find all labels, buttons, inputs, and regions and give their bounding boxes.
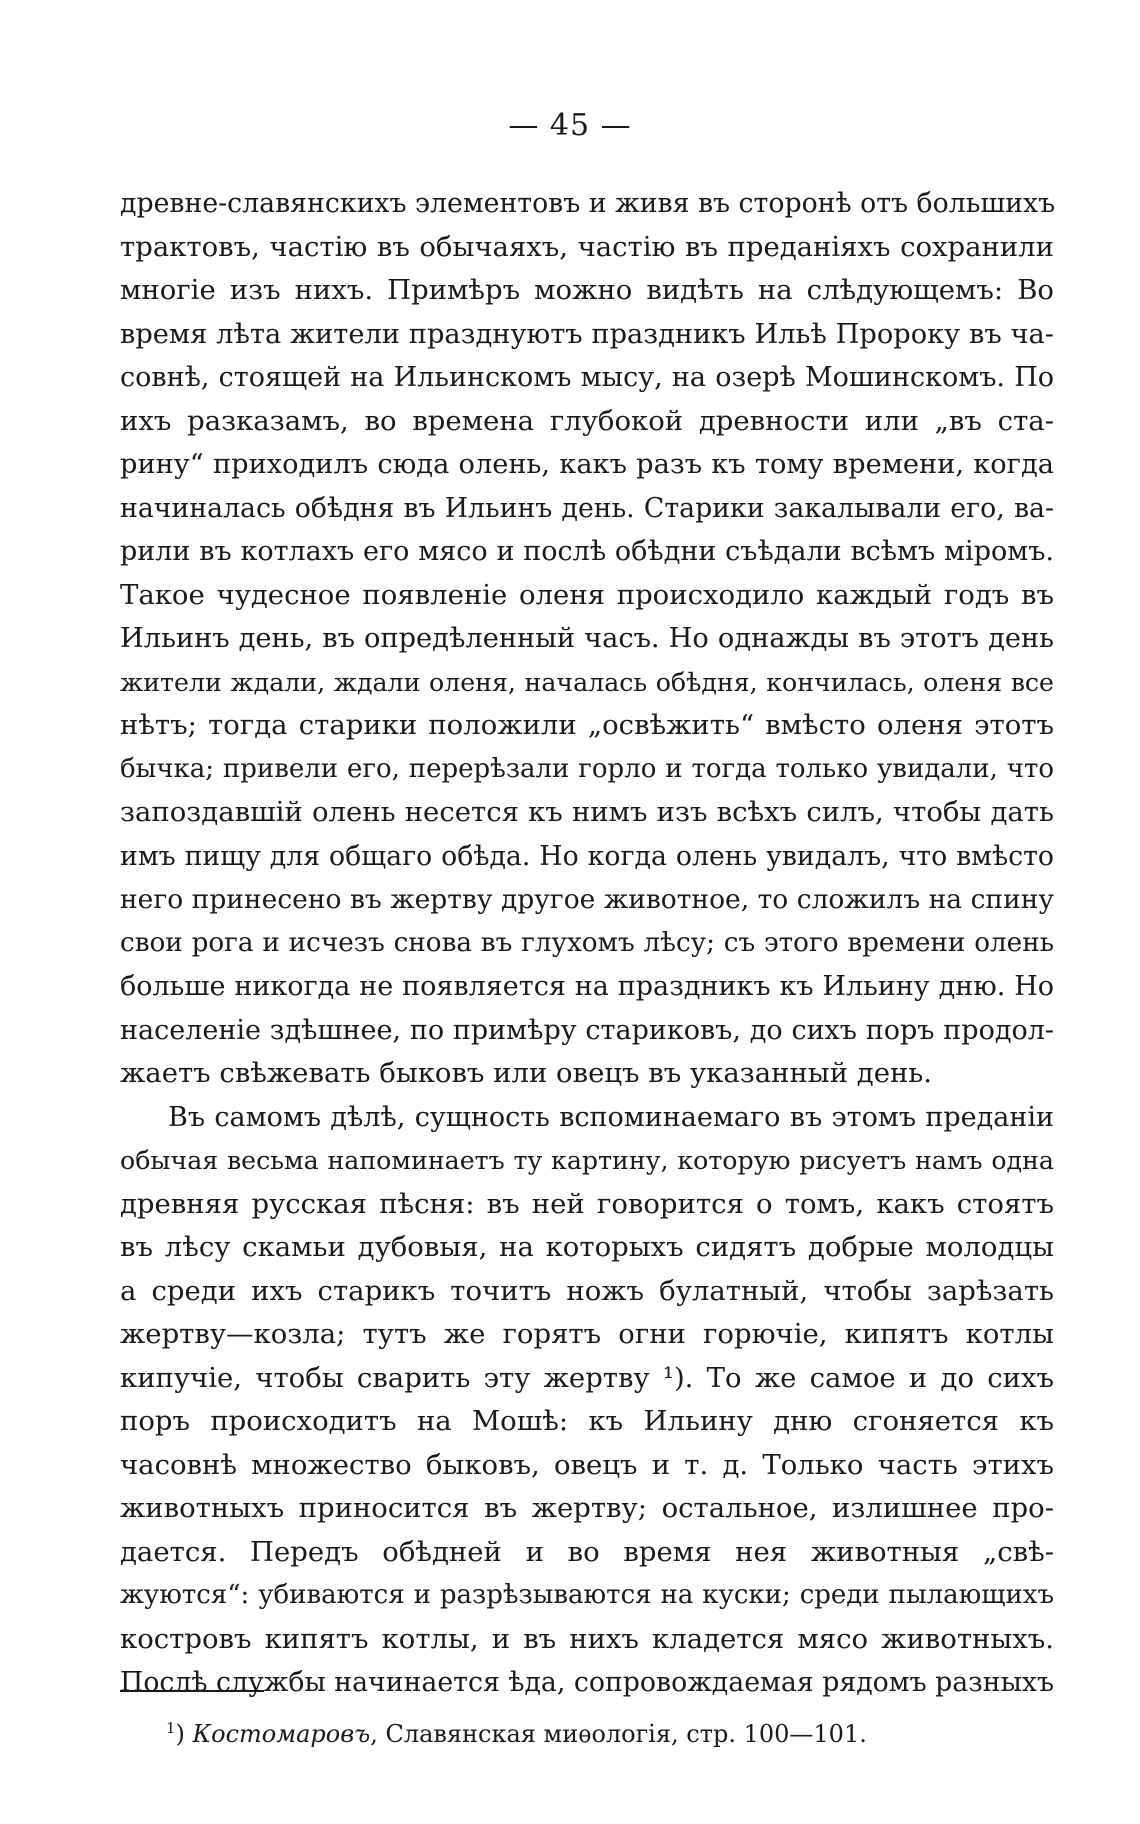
text-line: Такое чудесное появленіе оленя происходило каждый годъ въ bbox=[120, 578, 1054, 611]
text-line: нѣтъ; тогда старики положили „освѣжить“ вмѣсто оленя этотъ bbox=[120, 709, 1054, 741]
text-line: жуются“: убиваются и разрѣзываются на куски; среди пылающихъ bbox=[120, 1580, 1054, 1610]
text-line: него принесено въ жертву другое животное, то сложилъ на спину bbox=[120, 884, 1054, 915]
text-line: запоздавшій олень несется къ нимъ изъ всѣхъ силъ, чтобы дать bbox=[120, 796, 1054, 828]
text-line: совнѣ, стоящей на Ильинскомъ мысу, на озерѣ Мошинскомъ. По bbox=[120, 362, 1054, 393]
text-line: жители ждали, ждали оленя, началась обѣдня, кончилась, оленя все bbox=[120, 667, 1054, 697]
text-line: имъ пищу для общаго обѣда. Но когда олень увидалъ, что вмѣсто bbox=[120, 840, 1054, 872]
text-line: дается. Передъ обѣдней и во время нея животныя „свѣ- bbox=[120, 1535, 1054, 1568]
text-line: жертву—козла; тутъ же горятъ огни горючіе, кипятъ котлы bbox=[120, 1318, 1054, 1350]
text-line: кипучіе, чтобы сварить эту жертву ¹). То же самое и до сихъ bbox=[120, 1361, 1054, 1394]
text-line: обычая весьма напоминаетъ ту картину, которую рисуетъ намъ одна bbox=[120, 1146, 1054, 1175]
text-line: древняя русская пѣсня: въ ней говорится о томъ, какъ стоятъ bbox=[120, 1187, 1054, 1220]
text-line: Ильинъ день, въ опредѣленный часъ. Но однажды въ этотъ день bbox=[120, 623, 1054, 654]
text-line: больше никогда не появляется на праздникъ къ Ильину дню. Но bbox=[120, 971, 1054, 1002]
text-line: въ лѣсу скамьи дубовыя, на которыхъ сидятъ добрые молодцы bbox=[120, 1231, 1054, 1263]
text-line: костровъ кипятъ котлы, и въ нихъ кладется мясо животныхъ. bbox=[120, 1622, 1054, 1655]
footnote-marker: 1 bbox=[166, 1719, 176, 1737]
text-line: жаетъ свѣжевать быковъ или овецъ въ указанный день. bbox=[120, 1057, 933, 1089]
text-line: поръ происходитъ на Мошѣ: къ Ильину дню сгоняется къ bbox=[120, 1405, 1054, 1437]
paragraph bbox=[120, 182, 1054, 1096]
footnote-citation: , Славянская миѳологія, стр. 100—101. bbox=[370, 1720, 867, 1748]
footnote-divider bbox=[120, 1690, 264, 1692]
text-line: трактовъ, частію въ обычаяхъ, частію въ преданіяхъ сохранили bbox=[120, 230, 1054, 263]
footnote-author: Костомаровъ bbox=[192, 1720, 371, 1748]
text-line: многіе изъ нихъ. Примѣръ можно видѣть на слѣдующемъ: Во bbox=[120, 274, 1054, 306]
text-line: древне-славянскихъ элементовъ и живя въ сторонѣ отъ большихъ bbox=[120, 188, 1056, 219]
footnote bbox=[166, 1710, 867, 1752]
body-text bbox=[120, 182, 1054, 1705]
text-line: Послѣ службы начинается ѣда, сопровождаемая рядомъ разныхъ bbox=[120, 1667, 1054, 1698]
text-line: начиналась обѣдня въ Ильинъ день. Старики закалывали его, ва- bbox=[120, 492, 1054, 524]
text-line: а среди ихъ старикъ точитъ ножъ булатный, чтобы зарѣзать bbox=[120, 1274, 1054, 1307]
footnote-paren: ) bbox=[175, 1720, 193, 1748]
text-line: бычка; привели его, перерѣзали горло и тогда только увидали, что bbox=[120, 753, 1054, 784]
text-line: часовнѣ множество быковъ, овецъ и т. д. Только часть этихъ bbox=[120, 1448, 1054, 1481]
text-line: Въ самомъ дѣлѣ, сущность вспоминаемаго въ этомъ преданіи bbox=[168, 1101, 1054, 1133]
text-line: рили въ котлахъ его мясо и послѣ обѣдни съѣдали всѣмъ міромъ. bbox=[120, 536, 1054, 567]
page-number: — 45 — bbox=[508, 108, 632, 143]
text-line: населеніе здѣшнее, по примѣру стариковъ, до сихъ поръ продол- bbox=[120, 1014, 1054, 1046]
text-line: свои рога и исчезъ снова въ глухомъ лѣсу; съ этого времени олень bbox=[120, 927, 1054, 958]
paragraph bbox=[120, 1096, 1054, 1705]
text-line: рину“ приходилъ сюда олень, какъ разъ къ тому времени, когда bbox=[120, 449, 1054, 480]
text-line: время лѣта жители празднуютъ праздникъ Ильѣ Пророку въ ча- bbox=[120, 318, 1054, 350]
text-line: ихъ разказамъ, во времена глубокой древности или „въ ста- bbox=[120, 404, 1054, 437]
text-line: животныхъ приносится въ жертву; остальное, излишнее про- bbox=[120, 1492, 1054, 1524]
